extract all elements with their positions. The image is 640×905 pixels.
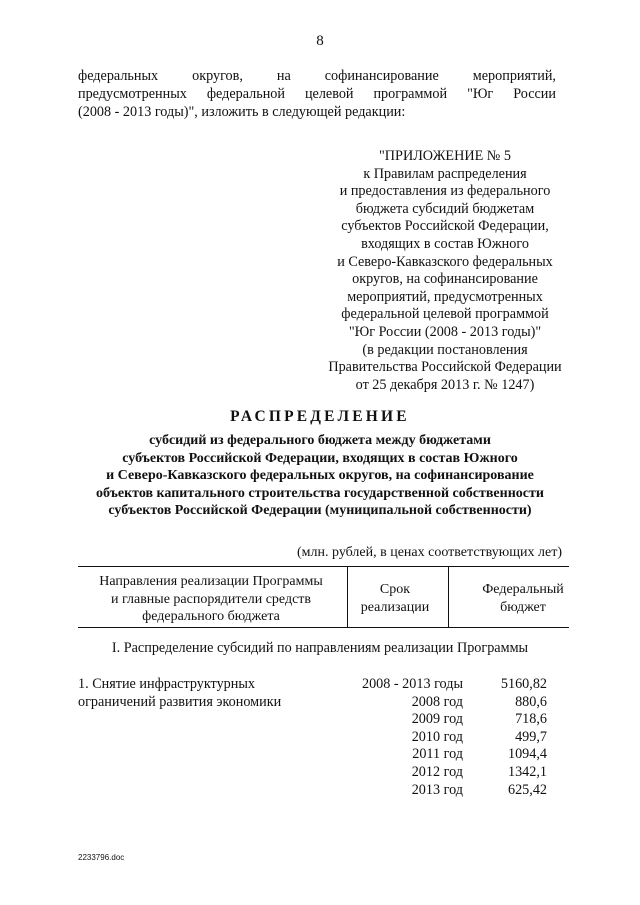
header-line: Федеральный xyxy=(482,582,564,597)
subtitle-line: субъектов Российской Федерации (муниципальной собственности) xyxy=(108,503,532,519)
intro-word: мероприятий, xyxy=(472,68,556,84)
intro-word: (2008 - 2013 годы)", изложить в следующей редакции: xyxy=(78,104,406,120)
table-header xyxy=(78,566,569,628)
intro-paragraph xyxy=(78,67,556,121)
appendix-line: от 25 декабря 2013 г. № 1247) xyxy=(355,376,535,393)
header-line: бюджет xyxy=(500,599,546,615)
amount-cell: 625,42 xyxy=(507,781,547,798)
document-title: РАСПРЕДЕЛЕНИЕ xyxy=(230,408,410,425)
appendix-header xyxy=(300,148,590,394)
header-line: федерального бюджета xyxy=(142,609,280,625)
column-divider xyxy=(448,567,449,627)
appendix-line: "Юг России (2008 - 2013 годы)" xyxy=(348,323,542,340)
appendix-line: к Правилам распределения xyxy=(363,165,527,182)
period-cell: 2009 год xyxy=(411,711,463,728)
appendix-line: (в редакции постановления xyxy=(362,341,528,358)
amount-cell: 5160,82 xyxy=(500,676,547,692)
subtitle-line: и Северо-Кавказского федеральных округов, на софинансирование xyxy=(106,468,534,484)
appendix-line: бюджета субсидий бюджетам xyxy=(355,200,535,217)
column-divider xyxy=(347,567,348,627)
header-line: Направления реализации Программы xyxy=(99,574,323,589)
period-column xyxy=(330,676,463,799)
page-number: 8 xyxy=(316,33,324,49)
amount-cell: 718,6 xyxy=(515,711,547,728)
header-line: Срок xyxy=(379,582,411,597)
appendix-line: округов, на софинансирование xyxy=(352,271,538,288)
appendix-line: и предоставления из федерального xyxy=(339,183,551,200)
intro-line-1 xyxy=(78,67,556,85)
units-note: (млн. рублей, в ценах соответствующих лет) xyxy=(297,545,562,560)
appendix-line: входящих в состав Южного xyxy=(361,235,529,252)
intro-word: целевой xyxy=(304,86,354,102)
header-line: и главные распорядители средств xyxy=(110,591,312,607)
intro-word: России xyxy=(513,86,556,102)
document-subtitle xyxy=(60,432,580,520)
column-header-budget xyxy=(463,581,583,616)
period-cell: 2010 год xyxy=(411,728,463,745)
amount-cell: 499,7 xyxy=(515,728,547,745)
period-cell: 2013 год xyxy=(411,781,463,798)
row-label xyxy=(78,676,328,711)
intro-word: округов, xyxy=(192,68,243,84)
intro-word: программой xyxy=(373,86,448,102)
intro-word: предусмотренных xyxy=(78,86,187,102)
appendix-line: и Северо-Кавказского федеральных xyxy=(337,253,553,270)
row-label-line: 1. Снятие инфраструктурных xyxy=(78,676,255,692)
subtitle-line: субсидий из федерального бюджета между бюджетами xyxy=(149,433,491,448)
column-header-directions xyxy=(78,573,344,626)
intro-word: федеральных xyxy=(78,68,159,84)
header-line: реализации xyxy=(360,599,430,615)
period-cell: 2011 год xyxy=(412,746,463,763)
appendix-line: Правительства Российской Федерации xyxy=(328,359,562,376)
section-heading: I. Распределение субсидий по направлениям реализации Программы xyxy=(111,640,529,656)
period-cell: 2012 год xyxy=(411,763,463,780)
subtitle-line: субъектов Российской Федерации, входящих в состав Южного xyxy=(122,450,518,466)
period-cell: 2008 - 2013 годы xyxy=(361,676,463,692)
column-header-period xyxy=(349,581,441,616)
intro-word: федеральной xyxy=(206,86,285,102)
period-cell: 2008 год xyxy=(411,693,463,710)
intro-word: на xyxy=(276,68,291,84)
appendix-line: мероприятий, предусмотренных xyxy=(347,288,543,305)
amount-cell: 1094,4 xyxy=(507,746,547,763)
amount-cell: 880,6 xyxy=(515,693,547,710)
amount-cell: 1342,1 xyxy=(507,763,547,780)
intro-word: "Юг xyxy=(467,86,494,102)
row-label-line: ограничений развития экономики xyxy=(78,693,282,710)
appendix-line: федеральной целевой программой xyxy=(341,306,549,323)
intro-line-2 xyxy=(78,85,556,103)
footer-filename: 2233796.doc xyxy=(78,853,125,862)
appendix-line: субъектов Российской Федерации, xyxy=(341,218,549,235)
subtitle-line: объектов капитального строительства государственной собственности xyxy=(96,485,544,501)
intro-line-3 xyxy=(78,103,556,121)
amount-column xyxy=(466,676,547,799)
appendix-line: "ПРИЛОЖЕНИЕ № 5 xyxy=(379,148,511,164)
intro-word: софинансирование xyxy=(324,68,439,84)
